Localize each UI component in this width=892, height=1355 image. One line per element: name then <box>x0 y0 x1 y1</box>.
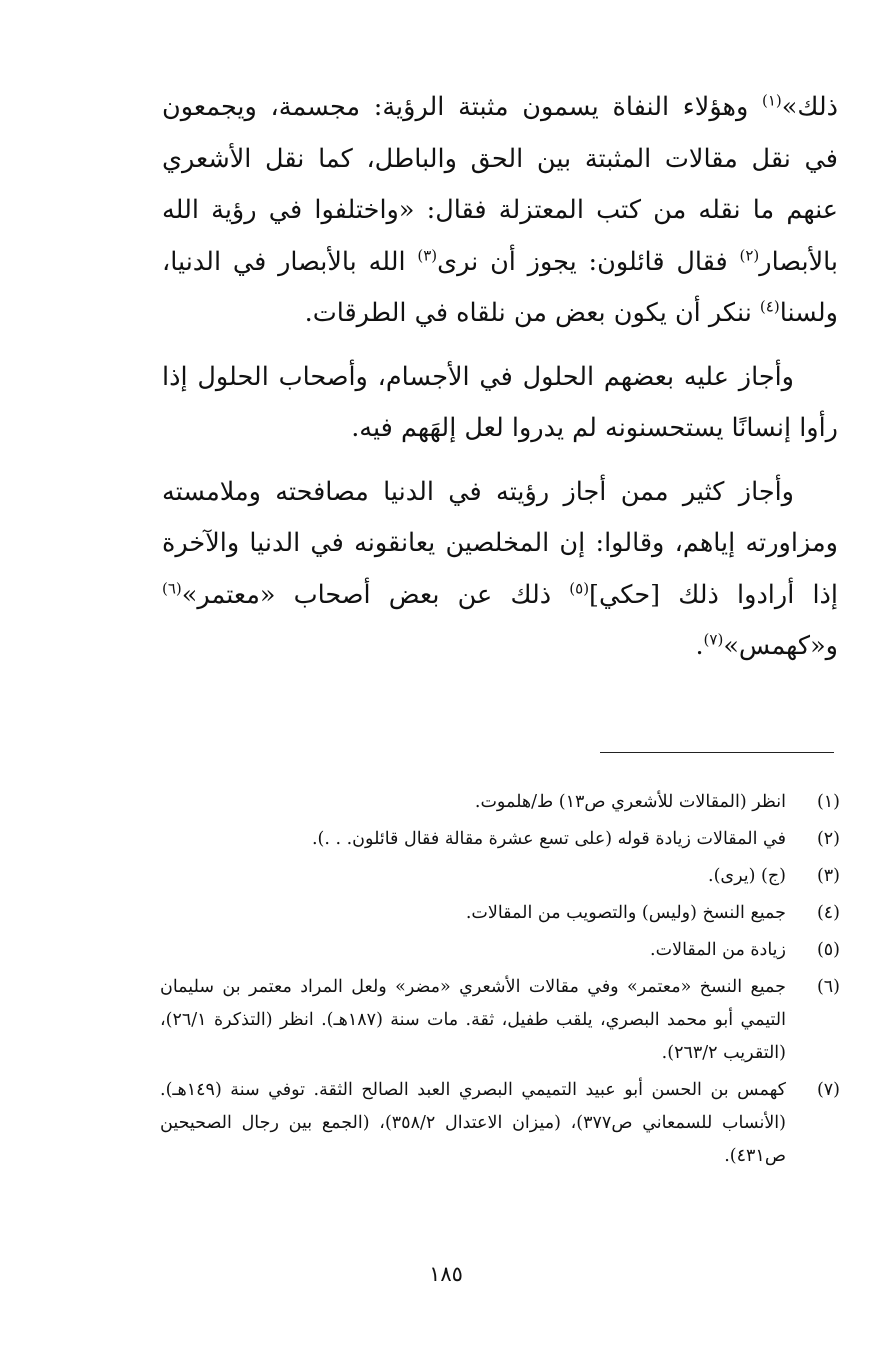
footnote-number: (٢) <box>816 829 840 849</box>
paragraph-text: ذلك» <box>781 92 838 122</box>
footnote-text: في المقالات زيادة قوله (على تسع عشرة مقالة فقال قائلون. . .). <box>311 829 786 849</box>
footnote-text: زيادة من المقالات. <box>650 940 786 960</box>
main-text <box>162 82 838 673</box>
footnote-text: انظر (المقالات للأشعري ص١٣) ط/هلموت. <box>474 792 786 812</box>
footnote-number: (٦) <box>816 977 840 997</box>
footnote <box>160 860 840 893</box>
footnote <box>160 934 840 967</box>
paragraph-text: وهؤلاء النفاة يسمون مثبتة الرؤية: مجسمة، ويجمعون في نقل مقالات المثبتة بين الحق والباطل، كما نقل الأشعري عنهم ما نقله من كتب المعتزلة فقال: «واختلفوا في رؤية الله بالأبصار <box>162 92 838 277</box>
footnote <box>160 786 840 819</box>
footnote-text: (ج) (يرى). <box>708 866 786 886</box>
footnote-number: (٣) <box>816 866 840 886</box>
footnote <box>160 1074 840 1173</box>
footnote-divider <box>600 752 834 753</box>
footnote-marker: (١) <box>762 91 782 110</box>
footnote <box>160 971 840 1070</box>
footnote-marker: (٦) <box>162 579 182 597</box>
paragraph-text: و«كهمس» <box>723 631 838 661</box>
paragraph-text: ننكر أن يكون بعض من نلقاه في الطرقات. <box>304 298 760 328</box>
paragraph-text: وأجاز كثير ممن أجاز رؤيته في الدنيا مصافحته وملامسته ومزاورته إياهم، وقالوا: إن المخلصين يعانقونه في الدنيا والآخرة إذا أرادوا ذلك [حكي] <box>162 476 838 610</box>
footnote-text: كهمس بن الحسن أبو عبيد التميمي البصري العبد الصالح الثقة. توفي سنة (١٤٩هـ). (الأنساب للسمعاني ص٣٧٧)، (ميزان الاعتدال ٣٥٨/٢)، (الجمع بين رجال الصحيحين ص٤٣١). <box>160 1080 786 1166</box>
paragraph <box>162 352 838 455</box>
footnote-marker: (٧) <box>703 630 724 649</box>
page-number: ١٨٥ <box>429 1262 463 1286</box>
paragraph <box>162 82 838 340</box>
footnote-marker: (٥) <box>569 579 590 597</box>
footnote-text: جميع النسخ (وليس) والتصويب من المقالات. <box>465 903 786 923</box>
footnote-number: (١) <box>816 792 840 812</box>
footnote-number: (٧) <box>816 1080 840 1100</box>
footnotes <box>160 786 840 1177</box>
paragraph <box>162 467 838 673</box>
footnote-marker: (٢) <box>739 246 760 264</box>
footnote <box>160 897 840 930</box>
footnote-marker: (٣) <box>417 246 438 264</box>
paragraph-text: الله بالأبصار في الدنيا، ولسنا <box>162 246 838 328</box>
footnote-number: (٥) <box>816 940 840 960</box>
paragraph-text: فقال قائلون: يجوز أن نرى <box>437 246 740 277</box>
paragraph-text: . <box>695 631 704 661</box>
footnote-number: (٤) <box>816 903 840 923</box>
footnote-text: جميع النسخ «معتمر» وفي مقالات الأشعري «مضر» ولعل المراد معتمر بن سليمان التيمي أبو محمد البصري، يلقب طفيل، ثقة. مات سنة (١٨٧هـ). انظر (التذكرة ٢٦/١)، (التقريب ٢٦٣/٢). <box>160 977 787 1063</box>
paragraph-text: وأجاز عليه بعضهم الحلول في الأجسام، وأصحاب الحلول إذا رأوا إنسانًا يستحسنونه لم يدروا لعل إلهَهم فيه. <box>162 361 838 443</box>
footnote <box>160 823 840 856</box>
paragraph-text: ذلك عن بعض أصحاب «معتمر» <box>181 579 570 610</box>
footnote-marker: (٤) <box>759 297 780 316</box>
